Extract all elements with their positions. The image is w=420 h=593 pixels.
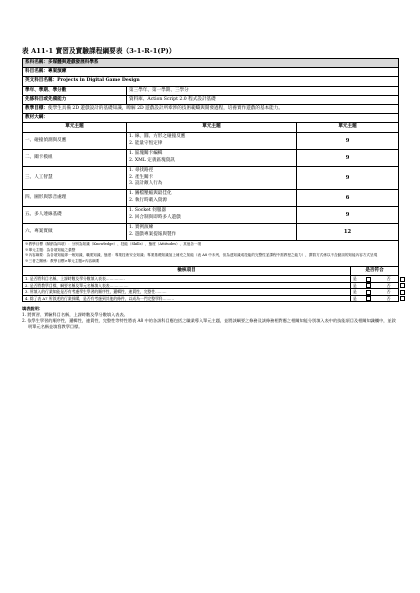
fill-item: 2. 依學生學習的順序性，邏輯性，連貫性，完整性等特性將表 A8 中的各該科目應包括之職業導入單元主題，並將該綱要之條務及該條務相對應之相關知能分別填入表中的技能項目及相關知識欄中，並敘明單元名稱並填寫教學目標。 (22, 318, 396, 330)
yes-checkbox[interactable] (366, 290, 371, 295)
dept-name: 系科名稱：多媒體與遊戲發展科學系 (23, 59, 399, 68)
outline-header-hours: 單元主題 (297, 123, 399, 132)
check-item: 1. 是否將科目名稱，上課時數及學分數填入表表…………… (23, 276, 351, 283)
credits-row (23, 86, 399, 95)
outline-item: 1. 線、圓、方形之碰撞反應 (129, 134, 186, 140)
check-options (351, 282, 399, 289)
no-label: 否 (386, 289, 391, 295)
outline-row (23, 149, 399, 166)
objective-text: 使學生具備 2D 遊戲設計的基礎知識，瞭解 2D 遊戲設計所牽涉的技術範疇與開發過程，培養實作遊戲的基本能力。 (47, 106, 283, 112)
check-header: 檢核項目 (23, 267, 351, 276)
yes-checkbox[interactable] (366, 296, 371, 301)
outline-hours: 9 (297, 132, 399, 149)
check-row (23, 295, 399, 302)
note-line: ※單元主題：為各項知能之彙整 (25, 247, 76, 252)
fill-title: 填表說明： (22, 306, 43, 312)
outline-unit: 三、人工智慧 (23, 166, 127, 189)
outline-item: 1. 尋找路徑 (129, 168, 154, 174)
check-options (351, 295, 399, 302)
yes-checkbox[interactable] (366, 283, 371, 288)
outline-label: 教材大綱： (23, 114, 399, 123)
outline-item: 1. 實例演練 (129, 225, 154, 231)
outline-content (127, 223, 297, 240)
outline-item: 2. XML 定義區塊資訊 (129, 157, 175, 163)
note-line: ※教學目標（歸納為四項）：分別為知識（Knowledge）、技能（Skills）、態度（Attitudes）、其他各一項 (25, 242, 202, 247)
check-item: 3. 所填入的行業知能是否有考慮學生學習的順序性，邏輯性，連貫性，完整性……… (23, 289, 351, 296)
syllabus-table (22, 58, 399, 302)
yes-label: 是 (353, 289, 357, 295)
outline-hours: 6 (297, 189, 399, 206)
no-checkbox[interactable] (400, 296, 405, 301)
outline-row (23, 132, 399, 149)
outline-row (23, 166, 399, 189)
no-checkbox[interactable] (400, 290, 405, 295)
objective-label: 教學目標： (25, 106, 48, 112)
dept-row (23, 59, 399, 68)
no-checkbox[interactable] (400, 283, 405, 288)
no-label: 否 (386, 276, 391, 282)
objective-row (23, 105, 399, 114)
check-options (351, 276, 399, 283)
outline-item: 2. 產生關卡 (129, 174, 154, 180)
note-line: ※內容綱要：為各項知能即一般知識，職業知識，態度：專業技術安全知識；專業基礎知識加上補充之知能（表 A8 中未列，但為達知識成技能的完整性並課程中需教授之能力），撰寫方式係以不含動詞的知能內容方式呈現 (25, 253, 378, 258)
outline-item: 2. 回合制與即時多人遊戲 (129, 214, 181, 220)
outline-hours: 9 (297, 149, 399, 166)
outline-item: 1. 圖檔壓縮與最佳化 (129, 191, 172, 197)
outline-item: 2. 執行時載入資源 (129, 197, 168, 203)
outline-unit: 五、多人連線基礎 (23, 206, 127, 223)
outline-unit: 四、圖形與影音處理 (23, 189, 127, 206)
outline-header-content: 單元主題 (127, 123, 297, 132)
outline-header-row (23, 123, 399, 132)
no-checkbox[interactable] (400, 277, 405, 282)
outline-content (127, 189, 297, 206)
yes-label: 是 (353, 282, 357, 288)
outline-label-row (23, 114, 399, 123)
conform-header: 是否符合 (351, 267, 399, 276)
outline-content (127, 132, 297, 149)
subject-english-name: 英文科目名稱：Projects in Digital Game Design (23, 77, 399, 86)
outline-content (127, 206, 297, 223)
credits-value: 第三學年、第一學期、三學分 (127, 86, 399, 95)
document-page (22, 45, 398, 330)
outline-row (23, 223, 399, 240)
subject-en-row (23, 77, 399, 86)
subject-name: 科目名稱：專案演練 (23, 68, 399, 77)
objective-cell (23, 105, 399, 114)
prereq-label: 先修科目或先備能力 (23, 95, 127, 104)
check-item: 2. 是否將教學目標，綱要名稱及單元名稱填入表表…………… (23, 282, 351, 289)
outline-item: 2. 能量守恆定律 (129, 140, 163, 146)
outline-content (127, 166, 297, 189)
prereq-row (23, 95, 399, 104)
document-title: 表 A11-1 實習及實驗課程綱要表（3-1-R-1(P)） (22, 47, 176, 55)
notes-row (23, 240, 399, 266)
outline-hours: 12 (297, 223, 399, 240)
outline-unit: 二、關卡模組 (23, 149, 127, 166)
yes-label: 是 (353, 295, 357, 301)
outline-row (23, 189, 399, 206)
outline-item: 1. 區塊關卡編輯 (129, 151, 163, 157)
outline-item: 2. 遊戲專案提報與製作 (129, 231, 177, 237)
fill-instructions (22, 306, 398, 330)
subject-row (23, 68, 399, 77)
yes-checkbox[interactable] (366, 277, 371, 282)
no-label: 否 (386, 295, 391, 301)
outline-unit: 一、碰撞偵測與反應 (23, 132, 127, 149)
prereq-value: 資料庫、Action Script 2.0 程式設計基礎 (127, 95, 399, 104)
outline-header-unit: 單元主題 (23, 123, 127, 132)
outline-unit: 六、專案實做 (23, 223, 127, 240)
notes-cell (23, 240, 399, 266)
check-header-row (23, 267, 399, 276)
outline-item: 1. Socket 伺服器 (129, 208, 166, 214)
check-options (351, 289, 399, 296)
outline-item: 3. 設計敵人行為 (129, 180, 163, 186)
outline-hours: 9 (297, 206, 399, 223)
fill-item: 1. 將實習、實驗科目名稱，上課時數及學分數填入表表。 (22, 312, 128, 318)
check-item: 4. 除了表 A7 所敘述的行業採購，是否有考慮到其他的條件，以成為一門完整學科……… (23, 295, 351, 302)
note-line: ※三者之關係：教學目標>單元主題>內容綱要 (25, 258, 100, 263)
outline-hours: 9 (297, 166, 399, 189)
credits-label: 學年、學期、學分數 (23, 86, 127, 95)
outline-row (23, 206, 399, 223)
no-label: 否 (386, 282, 391, 288)
outline-content (127, 149, 297, 166)
yes-label: 是 (353, 276, 357, 282)
